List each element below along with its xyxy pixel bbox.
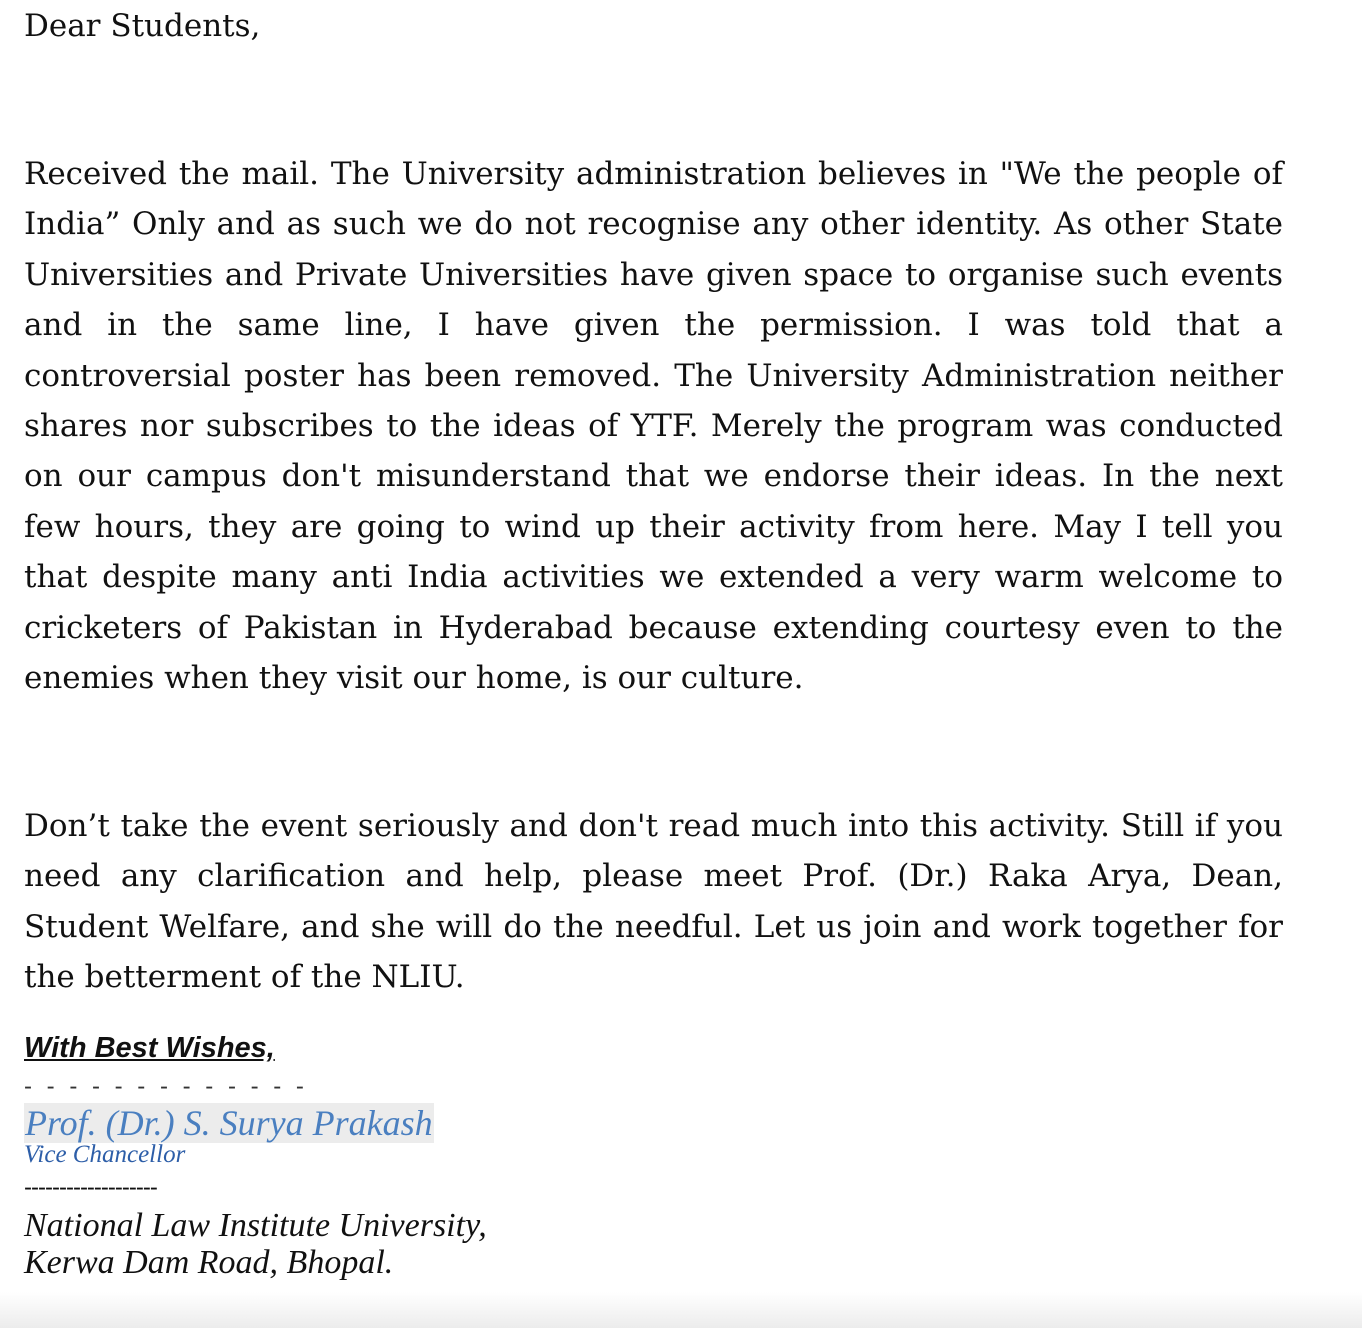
signatory-title: Vice Chancellor [24,1141,186,1168]
signature-separator-1: - - - - - - - - - - - - - [24,1073,308,1100]
paragraph-1: Received the mail. The University administration believes in "We the people of India” Only and as such we do not recognise any other identity. As other State Universities and Private Universities have given space to organise such events and in the same line, I have given the permission. I was told that a controversial poster has been removed. The University Administration neither shares nor subscribes to the ideas of YTF. Merely the program was conducted on our campus don't misunderstand that we endorse their ideas. In the next few hours, they are going to wind up their activity from here. May I tell you that despite many anti India activities we extended a very warm welcome to cricketers of Pakistan in Hyderabad because extending courtesy even to the enemies when they visit our home, is our culture. [24,156,1283,697]
institution-name: National Law Institute University, [24,1207,487,1244]
signatory-name: Prof. (Dr.) S. Surya Prakash [25,1103,433,1143]
institution-address: Kerwa Dam Road, Bhopal. [24,1244,394,1281]
greeting: Dear Students, [24,8,261,44]
closing-line: With Best Wishes, [24,1032,275,1064]
paragraph-2: Don’t take the event seriously and don't read much into this activity. Still if you need any clarification and help, please meet Prof. (Dr.) Raka Arya, Dean, Student Welfare, and she will do the needful. Let us join and work together for the betterment of the NLIU. [24,808,1283,996]
signature-separator-2: ------------------- [24,1174,157,1201]
bottom-fade [0,1292,1362,1328]
